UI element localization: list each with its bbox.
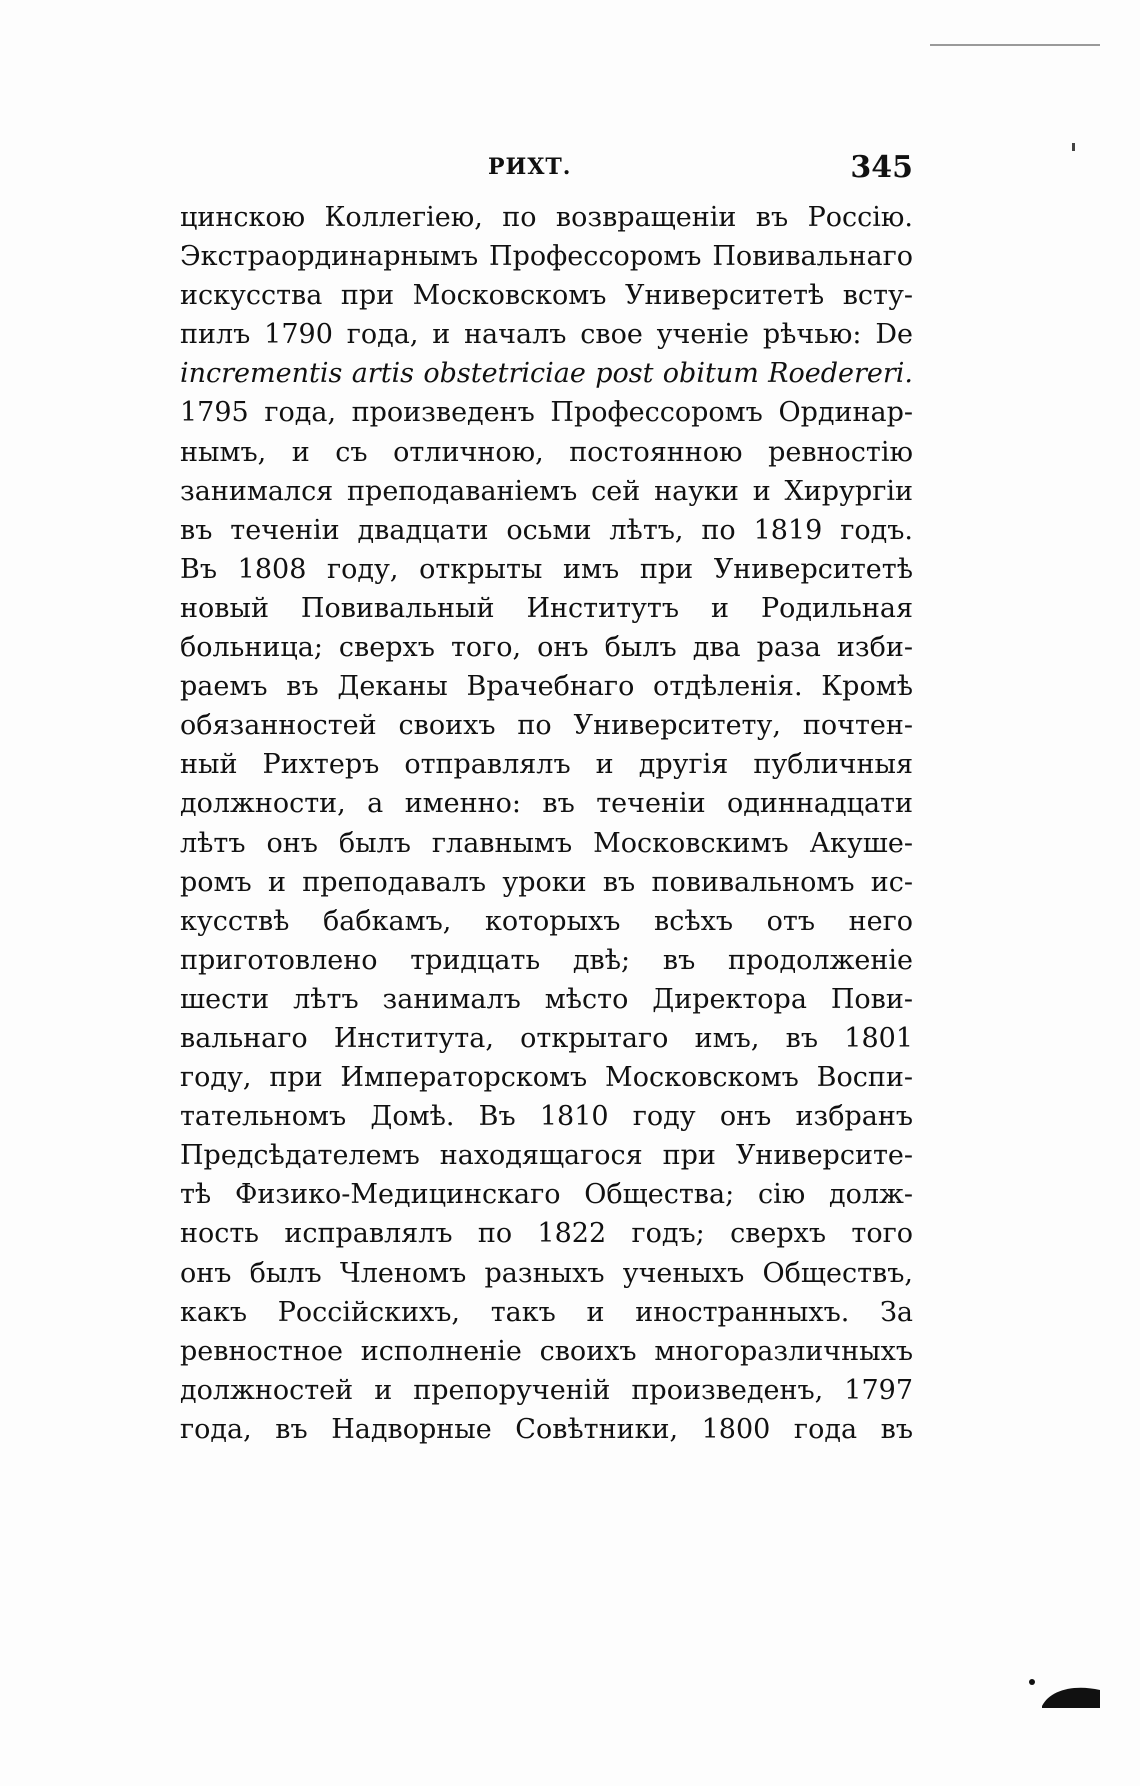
running-head xyxy=(180,150,913,190)
text-line: искусства при Московскомъ Университетѣ всту- xyxy=(180,280,913,312)
text-line: обязанностей своихъ по Университету, почтен- xyxy=(180,710,913,742)
page-number: 345 xyxy=(850,150,913,185)
text-line: Въ 1808 году, открыты имъ при Университетѣ xyxy=(180,553,913,585)
text-line: какъ Россiйскихъ, такъ и иностранныхъ. За xyxy=(180,1296,913,1328)
text-line: должностей и препорученiй произведенъ, 1797 xyxy=(180,1374,913,1406)
text-line: онъ былъ Членомъ разныхъ ученыхъ Обществъ, xyxy=(180,1257,913,1289)
text-line: 1795 года, произведенъ Профессоромъ Ординар- xyxy=(180,397,913,429)
text-line: тѣ Физико-Медицинскаго Общества; сiю долж- xyxy=(180,1179,913,1211)
running-head-title: РИХТ. xyxy=(488,154,572,180)
text-line: лѣтъ онъ былъ главнымъ Московскимъ Акуше- xyxy=(180,827,913,859)
text-line-latin: incrementis artis obstetriciae post obitum Roedereri. xyxy=(180,358,913,390)
text-line: цинскою Коллегiею, по возвращенiи въ Россiю. xyxy=(180,202,913,233)
text-line: приготовлено тридцать двѣ; въ продолженiе xyxy=(180,944,913,976)
text-line: года, въ Надворные Совѣтники, 1800 года въ xyxy=(180,1413,913,1445)
text-line: ревностное исполненiе своихъ многоразличныхъ xyxy=(180,1335,913,1367)
text-line: въ теченiи двадцати осьми лѣтъ, по 1819 годъ. xyxy=(180,514,913,546)
text-line: ность исправлялъ по 1822 годъ; сверхъ того xyxy=(180,1218,913,1250)
text-line: тательномъ Домѣ. Въ 1810 году онъ избранъ xyxy=(180,1101,913,1133)
text-line: Экстраординарнымъ Профессоромъ Повивальнаго xyxy=(180,241,913,273)
margin-mark xyxy=(1072,143,1075,151)
ink-blot-ornament xyxy=(1028,1676,1102,1710)
text-line: Предсѣдателемъ находящагося при Университе- xyxy=(180,1140,913,1172)
text-line: пилъ 1790 года, и началъ свое ученiе рѣчью: De xyxy=(180,319,913,351)
text-line: шести лѣтъ занималъ мѣсто Директора Пови- xyxy=(180,983,913,1015)
text-line: ный Рихтеръ отправлялъ и другiя публичныя xyxy=(180,749,913,781)
text-line: ромъ и преподавалъ уроки въ повивальномъ ис- xyxy=(180,866,913,898)
text-line: занимался преподаванiемъ сей науки и Хирургiи xyxy=(180,475,913,507)
text-line: раемъ въ Деканы Врачебнаго отдѣленiя. Кромѣ xyxy=(180,671,913,703)
text-line: должности, а именно: въ теченiи одиннадцати xyxy=(180,788,913,820)
text-line: больница; сверхъ того, онъ былъ два раза изби- xyxy=(180,632,913,664)
text-line: кусствѣ бабкамъ, которыхъ всѣхъ отъ него xyxy=(180,905,913,937)
text-line: вальнаго Института, открытаго имъ, въ 1801 xyxy=(180,1022,913,1054)
body-text xyxy=(180,198,913,1449)
text-line: новый Повивальный Институтъ и Родильная xyxy=(180,592,913,624)
top-edge-rule xyxy=(930,44,1100,46)
text-line: году, при Императорскомъ Московскомъ Воспи- xyxy=(180,1062,913,1094)
text-line: нымъ, и съ отличною, постоянною ревностiю xyxy=(180,436,913,468)
